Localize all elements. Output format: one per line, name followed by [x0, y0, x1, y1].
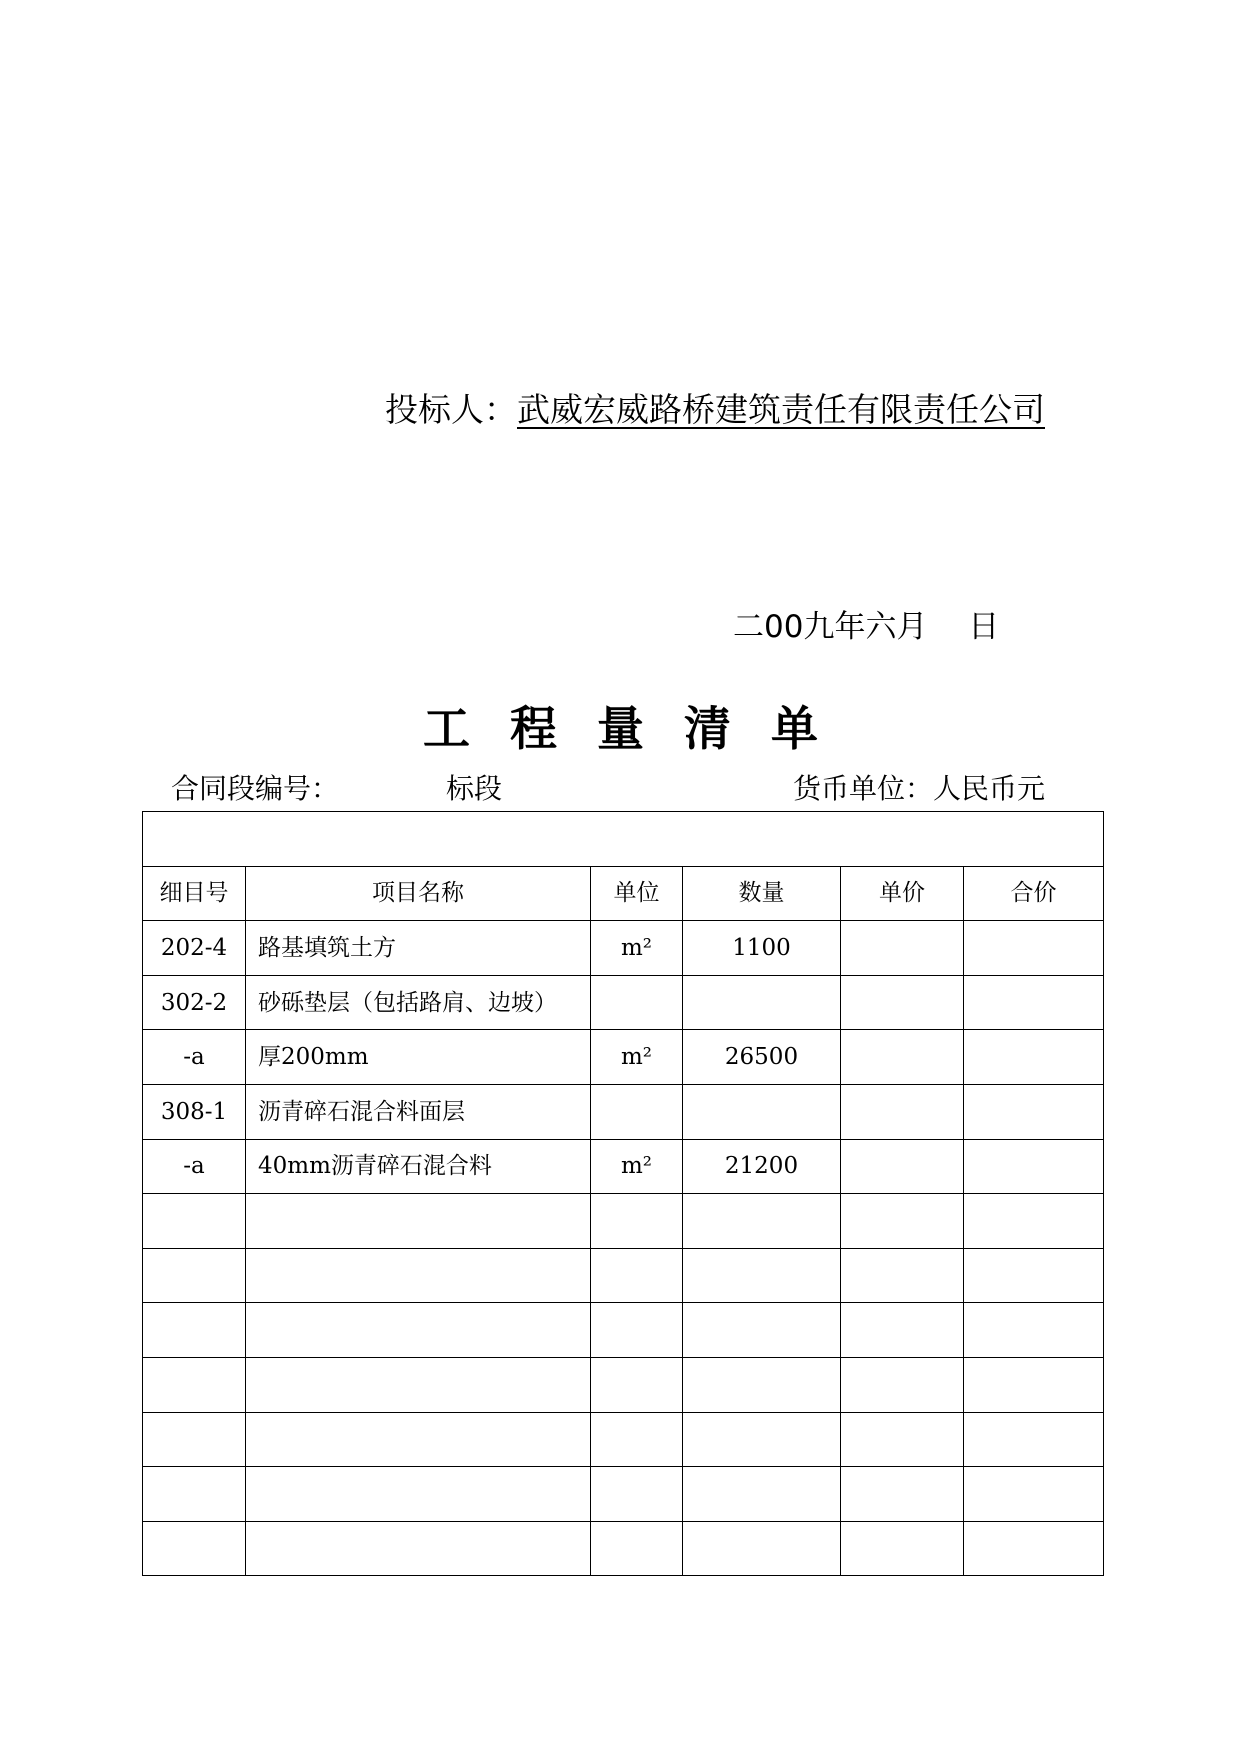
cell-total — [964, 1467, 1104, 1522]
cell-unit-price — [841, 1521, 964, 1576]
table-blank-cell — [143, 812, 1104, 867]
header-name: 项目名称 — [246, 866, 591, 921]
table-row — [143, 1521, 1104, 1576]
cell-name — [246, 1194, 591, 1249]
cell-total — [964, 1357, 1104, 1412]
cell-code: 302-2 — [143, 975, 246, 1030]
table-blank-top-row — [143, 812, 1104, 867]
cell-quantity: 26500 — [683, 1030, 841, 1085]
cell-name: 沥青碎石混合料面层 — [246, 1084, 591, 1139]
table-header-row — [143, 866, 1104, 921]
cell-unit-price — [841, 1139, 964, 1194]
cell-quantity — [683, 1357, 841, 1412]
cell-name — [246, 1248, 591, 1303]
cell-code — [143, 1303, 246, 1358]
table-row — [143, 1412, 1104, 1467]
table-row — [143, 1467, 1104, 1522]
table-row — [143, 1303, 1104, 1358]
bidder-line — [385, 388, 1045, 432]
cell-unit — [591, 1303, 683, 1358]
cell-unit — [591, 1521, 683, 1576]
cell-code — [143, 1357, 246, 1412]
cell-unit — [591, 1248, 683, 1303]
bidder-label: 投标人： — [385, 390, 517, 429]
cell-name: 砂砾垫层（包括路肩、边坡） — [246, 975, 591, 1030]
cell-total — [964, 1030, 1104, 1085]
cell-unit-price — [841, 1357, 964, 1412]
cell-total — [964, 1303, 1104, 1358]
cell-quantity — [683, 1467, 841, 1522]
table-row — [143, 1194, 1104, 1249]
cell-code: 202-4 — [143, 921, 246, 976]
document-date: 二00九年六月 日 — [733, 609, 1000, 645]
cell-quantity — [683, 975, 841, 1030]
cell-code: -a — [143, 1030, 246, 1085]
cell-unit — [591, 1084, 683, 1139]
cell-unit-price — [841, 1030, 964, 1085]
cell-unit — [591, 1194, 683, 1249]
cell-name — [246, 1357, 591, 1412]
cell-unit-price — [841, 921, 964, 976]
table-row — [143, 921, 1104, 976]
cell-name — [246, 1412, 591, 1467]
cell-quantity — [683, 1303, 841, 1358]
cell-total — [964, 1139, 1104, 1194]
cell-quantity — [683, 1521, 841, 1576]
bill-of-quantities-table — [142, 811, 1104, 1576]
cell-total — [964, 1521, 1104, 1576]
bidder-company: 武威宏威路桥建筑责任有限责任公司 — [517, 390, 1045, 429]
currency-unit-label: 货币单位：人民币元 — [793, 772, 1046, 805]
cell-unit-price — [841, 1084, 964, 1139]
cell-quantity: 1100 — [683, 921, 841, 976]
cell-total — [964, 1412, 1104, 1467]
cell-unit — [591, 975, 683, 1030]
header-quantity: 数量 — [683, 866, 841, 921]
cell-unit: m² — [591, 1139, 683, 1194]
cell-total — [964, 1248, 1104, 1303]
cell-code: 308-1 — [143, 1084, 246, 1139]
table-row — [143, 975, 1104, 1030]
table-row — [143, 1248, 1104, 1303]
section-label: 标段 — [446, 772, 503, 805]
cell-quantity — [683, 1248, 841, 1303]
cell-unit-price — [841, 1194, 964, 1249]
cell-code — [143, 1194, 246, 1249]
header-total: 合价 — [964, 866, 1104, 921]
cell-total — [964, 1194, 1104, 1249]
cell-quantity — [683, 1194, 841, 1249]
header-unit-price: 单价 — [841, 866, 964, 921]
cell-name: 厚200mm — [246, 1030, 591, 1085]
cell-total — [964, 975, 1104, 1030]
cell-unit-price — [841, 1248, 964, 1303]
cell-name — [246, 1521, 591, 1576]
cell-name: 40mm沥青碎石混合料 — [246, 1139, 591, 1194]
table-row — [143, 1357, 1104, 1412]
table-row — [143, 1084, 1104, 1139]
cell-unit — [591, 1467, 683, 1522]
cell-unit-price — [841, 1412, 964, 1467]
cell-quantity: 21200 — [683, 1139, 841, 1194]
table-row — [143, 1139, 1104, 1194]
cell-unit-price — [841, 1467, 964, 1522]
table-row — [143, 1030, 1104, 1085]
cell-unit: m² — [591, 1030, 683, 1085]
cell-code — [143, 1467, 246, 1522]
header-unit: 单位 — [591, 866, 683, 921]
cell-code — [143, 1521, 246, 1576]
cell-name: 路基填筑土方 — [246, 921, 591, 976]
cell-unit — [591, 1357, 683, 1412]
page-title: 工程量清单 — [423, 702, 858, 757]
cell-total — [964, 921, 1104, 976]
cell-name — [246, 1303, 591, 1358]
cell-unit: m² — [591, 921, 683, 976]
header-code: 细目号 — [143, 866, 246, 921]
contract-section-label: 合同段编号： — [171, 772, 340, 805]
cell-unit-price — [841, 1303, 964, 1358]
cell-code — [143, 1412, 246, 1467]
cell-code: -a — [143, 1139, 246, 1194]
cell-quantity — [683, 1084, 841, 1139]
cell-quantity — [683, 1412, 841, 1467]
cell-total — [964, 1084, 1104, 1139]
cell-unit-price — [841, 975, 964, 1030]
cell-name — [246, 1467, 591, 1522]
cell-unit — [591, 1412, 683, 1467]
cell-code — [143, 1248, 246, 1303]
